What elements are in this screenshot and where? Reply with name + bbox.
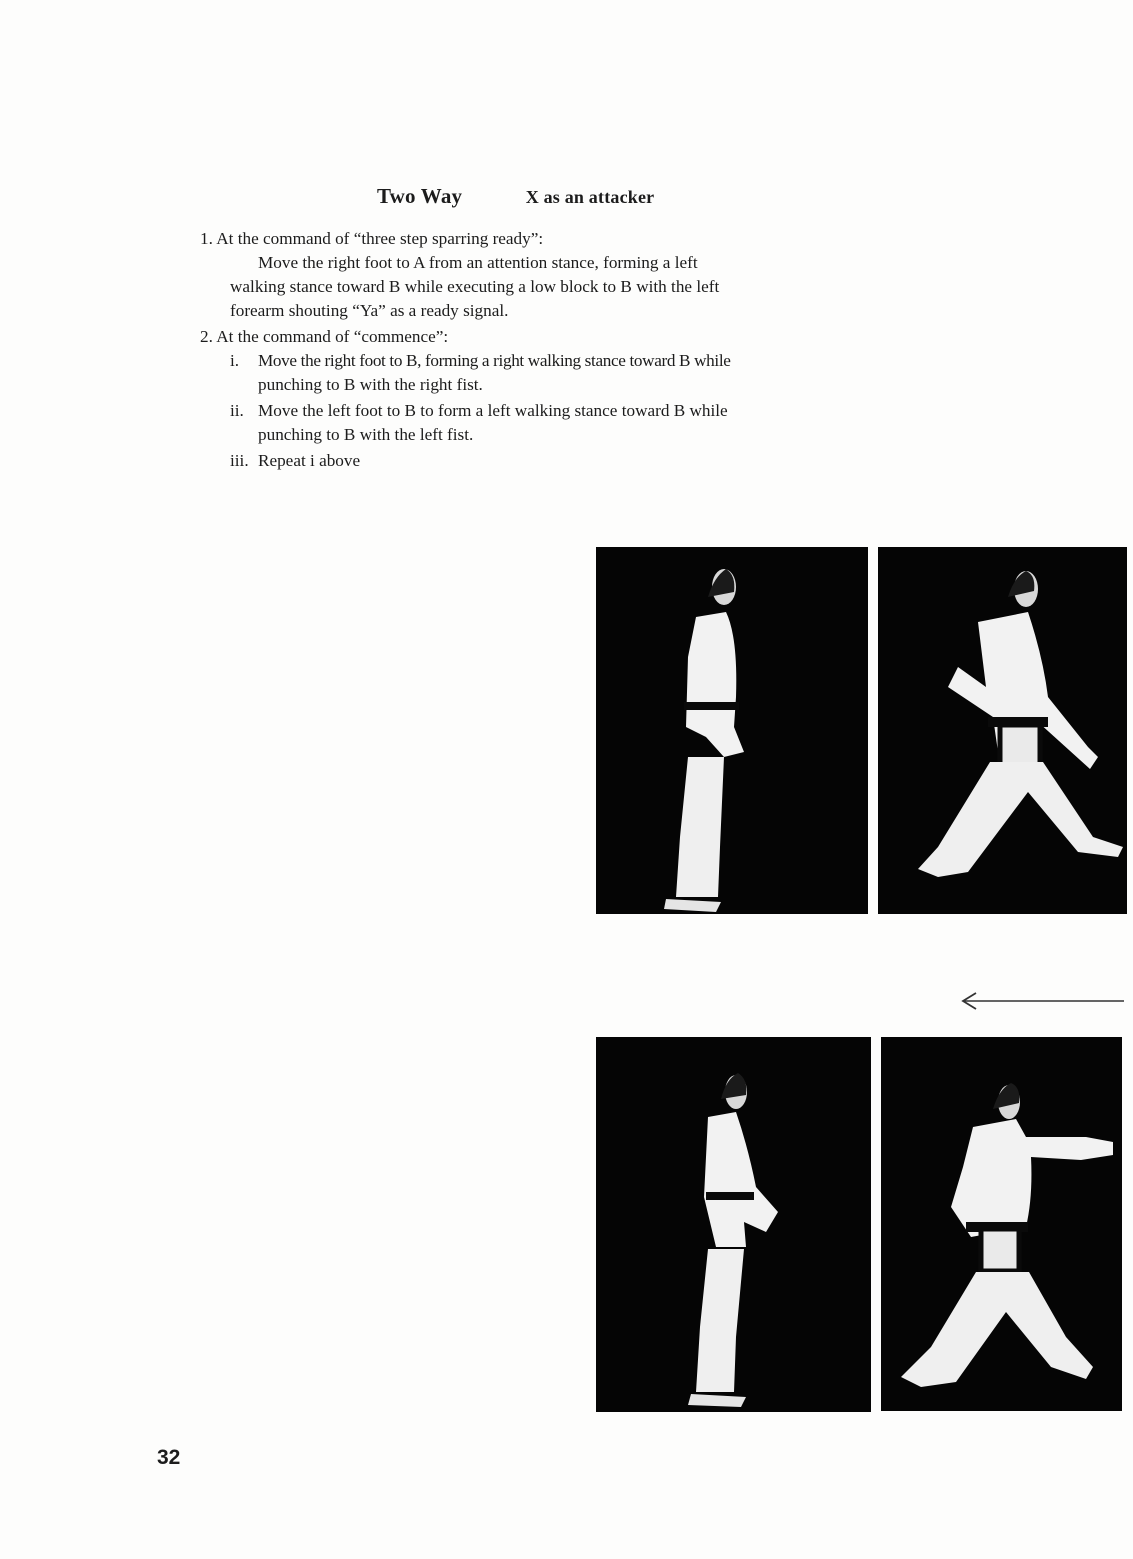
photo-standing <box>596 1037 871 1412</box>
figure-low-block-icon <box>878 547 1127 914</box>
figure-punch-icon <box>881 1037 1122 1411</box>
step1-intro: 1. At the command of “three step sparring ready”: <box>200 229 544 248</box>
heading-attacker: X as an attacker <box>525 187 655 207</box>
figure-standing-icon <box>596 547 868 914</box>
step2-sub-i-line-2: punching to B with the right fist. <box>258 375 483 394</box>
heading-two-way: Two Way <box>377 184 463 208</box>
direction-arrow-left-icon <box>958 990 1128 1012</box>
photo-ready-stance <box>596 547 868 914</box>
photo-low-block <box>878 547 1127 914</box>
step2-sub-ii-line-2: punching to B with the left fist. <box>258 425 474 444</box>
step2-sub-ii-line-1: Move the left foot to B to form a left walking stance toward B while <box>258 401 728 420</box>
step1-line-3: forearm shouting “Ya” as a ready signal. <box>230 301 509 320</box>
step2-sub-iii-label: iii. <box>230 451 249 470</box>
step1-line-2: walking stance toward B while executing a low block to B with the left <box>230 277 720 296</box>
step2-sub-i-label: i. <box>230 351 240 370</box>
page-number: 32 <box>157 1446 181 1469</box>
step2-intro: 2. At the command of “commence”: <box>200 327 449 346</box>
step1-line-1: Move the right foot to A from an attention stance, forming a left <box>258 253 698 272</box>
section-heading <box>377 184 654 209</box>
photo-punch <box>881 1037 1122 1411</box>
step2-sub-ii-label: ii. <box>230 401 244 420</box>
step2-sub-iii-line-1: Repeat i above <box>258 451 361 470</box>
figure-standing-icon <box>596 1037 871 1412</box>
step2-sub-i-line-1: Move the right foot to B, forming a right walking stance toward B while <box>258 351 731 370</box>
